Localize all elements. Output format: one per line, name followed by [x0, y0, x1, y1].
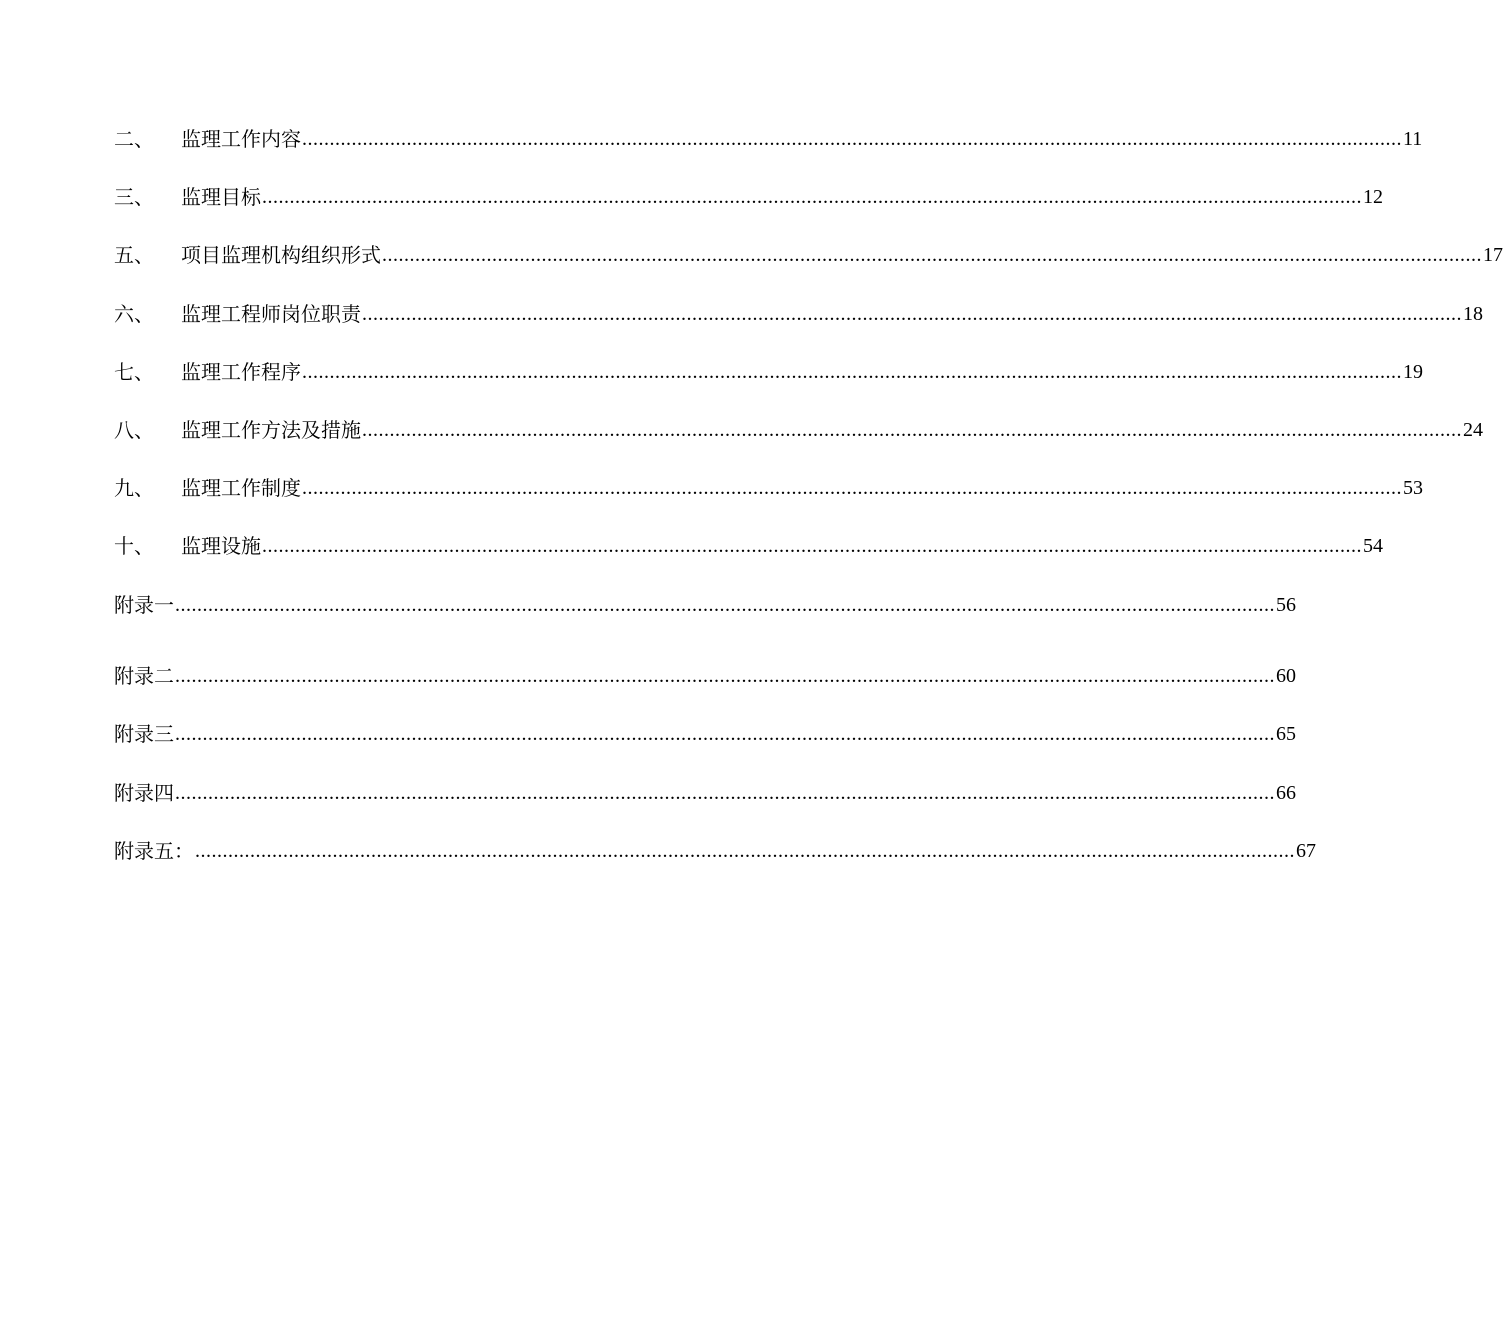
toc-entry[interactable]	[114, 659, 1296, 689]
toc-entry-title: 附录一	[114, 593, 174, 617]
toc-entry[interactable]	[114, 180, 1383, 210]
toc-entry-number: 九、	[114, 476, 154, 500]
toc-entry-title: 监理工程师岗位职责	[181, 302, 361, 326]
toc-entry-number: 十、	[114, 534, 154, 558]
toc-entry-page: 19	[1403, 361, 1423, 383]
dot-leader: ........................................................................................................................................................................................................	[175, 723, 1275, 745]
toc-entry-number: 八、	[114, 418, 154, 442]
dot-leader: ........................................................................................................................................................................................................	[382, 244, 1482, 266]
dot-leader: ........................................................................................................................................................................................................	[302, 128, 1402, 150]
toc-entry-page: 17	[1483, 244, 1503, 266]
toc-entry[interactable]	[114, 776, 1296, 806]
toc-entry[interactable]	[114, 717, 1296, 747]
toc-entry-title: 监理工作制度	[181, 476, 301, 500]
toc-entry-title: 监理设施	[181, 534, 261, 558]
toc-entry-page: 54	[1363, 535, 1383, 557]
toc-entry-title: 附录二	[114, 664, 174, 688]
toc-entry-title: 监理工作内容	[181, 127, 301, 151]
toc-entry-page: 18	[1463, 303, 1483, 325]
dot-leader: ........................................................................................................................................................................................................	[362, 303, 1462, 325]
toc-entry[interactable]	[114, 471, 1423, 501]
dot-leader: ........................................................................................................................................................................................................	[175, 594, 1275, 616]
toc-entry-page: 67	[1296, 840, 1316, 862]
toc-entry-title: 监理工作方法及措施	[181, 418, 361, 442]
dot-leader: ........................................................................................................................................................................................................	[302, 477, 1402, 499]
toc-entry[interactable]	[114, 413, 1483, 443]
toc-entry-title: 监理工作程序	[181, 360, 301, 384]
toc-entry[interactable]	[114, 355, 1423, 385]
dot-leader: ........................................................................................................................................................................................................	[262, 186, 1362, 208]
toc-entry[interactable]	[114, 529, 1383, 559]
toc-entry-title: 监理目标	[181, 185, 261, 209]
toc-entry-page: 65	[1276, 723, 1296, 745]
toc-entry-number: 二、	[114, 127, 154, 151]
toc-entry-page: 56	[1276, 594, 1296, 616]
dot-leader: ........................................................................................................................................................................................................	[302, 361, 1402, 383]
toc-entry-number: 六、	[114, 302, 154, 326]
toc-entry-title: 附录三	[114, 722, 174, 746]
toc-entry[interactable]	[114, 122, 1423, 152]
toc-entry-title: 项目监理机构组织形式	[181, 243, 381, 267]
dot-leader: ........................................................................................................................................................................................................	[175, 665, 1275, 687]
toc-entry[interactable]	[114, 238, 1503, 268]
toc-entry-number: 五、	[114, 243, 154, 267]
toc-entry-title: 附录五：	[114, 839, 194, 863]
dot-leader: ........................................................................................................................................................................................................	[262, 535, 1362, 557]
toc-entry-number: 七、	[114, 360, 154, 384]
dot-leader: ........................................................................................................................................................................................................	[175, 782, 1275, 804]
toc-entry-title: 附录四	[114, 781, 174, 805]
toc-entry-page: 11	[1403, 128, 1423, 150]
toc-entry[interactable]	[114, 588, 1296, 618]
toc-entry-page: 60	[1276, 665, 1296, 687]
toc-entry-number: 三、	[114, 185, 154, 209]
dot-leader: ........................................................................................................................................................................................................	[362, 419, 1462, 441]
toc-entry[interactable]	[114, 297, 1483, 327]
toc-entry-page: 12	[1363, 186, 1383, 208]
toc-entry-page: 66	[1276, 782, 1296, 804]
dot-leader: ........................................................................................................................................................................................................	[195, 840, 1295, 862]
toc-entry[interactable]	[114, 834, 1316, 864]
toc-entry-page: 53	[1403, 477, 1423, 499]
toc-entry-page: 24	[1463, 419, 1483, 441]
